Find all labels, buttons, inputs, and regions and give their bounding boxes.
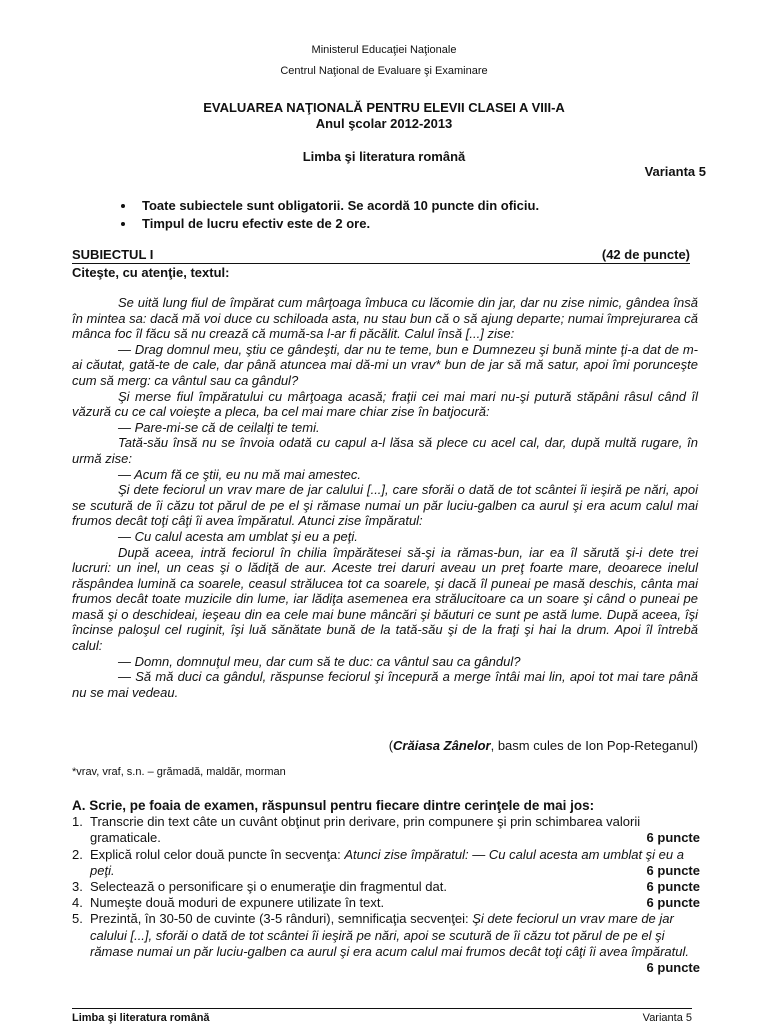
task-points: 6 puncte xyxy=(646,879,700,895)
task-points: 6 puncte xyxy=(646,830,700,846)
task-item xyxy=(72,911,700,976)
task-text: Transcrie din text câte un cuvânt obţinut prin derivare, prin compunere şi prin schimbarea valorii gramaticale. xyxy=(90,814,641,846)
task-item xyxy=(72,895,700,911)
ministry-name: Ministerul Educaţiei Naţionale xyxy=(311,44,457,56)
text-paragraph: Şi merse fiul împăratului cu mârţoaga acasă; fraţii cei mai mari nu-şi putură stăpâni râsul când îl văzură cu ce cal voieşte a pleca, ba cel mai mare chiar zise în batjocură: xyxy=(72,388,698,420)
source-suffix: , basm cules de Ion Pop-Reteganul) xyxy=(490,738,698,753)
text-paragraph: — Cu calul acesta am umblat şi eu a peţi. xyxy=(118,528,358,544)
task-quote: Atunci zise împăratul: — Cu calul acesta am umblat şi eu a peţi. xyxy=(90,846,684,878)
source-prefix: ( xyxy=(388,738,394,753)
section-header xyxy=(72,247,690,264)
exam-title-block xyxy=(70,100,698,132)
text-paragraph: După aceea, intră feciorul în chilia împărătesei să-şi ia rămas-bun, iar ea îl sărută şi-i dete trei lucruri: un inel, un ceas şi o lădiţă de aur. Aceste trei daruri aveau un preţ foarte mare, deoarece inelul răspândea lumină ca soarele, ceasul strălucea tot ca soarele, şi dacă îl puneai pe masă deschis, cânta mai frumos decât toate muzicile din lume, iar lădiţa asemenea era strălucitoare ca un soare şi când o puneai pe masă şi o deschideai, ieşeau din ea cele mai bune mâncări şi băuturi ce sunt pe astă lume. După aceea, îşi încinse paloşul cel ruginit, îşi luă sănătate bună de la tată-său şi de la fraţi şi hai la drum. Apoi îl întrebă calul: xyxy=(72,544,698,654)
footnote: *vrav, vraf, s.n. – grămadă, maldăr, morman xyxy=(72,766,286,778)
source-title: Crăiasa Zânelor xyxy=(393,738,491,753)
text-paragraph: — Drag domnul meu, ştiu ce gândeşti, dar nu te teme, bun e Dumnezeu şi bună minte ţi-a dat de m-ai căutat, gată-te de cale, dar până atuncea mai dă-mi un vrav* bun de jar să mă satur, apoi îmi porunceşte cum să merg: ca vântul sau ca gândul? xyxy=(72,341,698,388)
section-title: SUBIECTUL I xyxy=(72,247,154,262)
rule-item: • Toate subiectele sunt obligatorii. Se acordă 10 puncte din oficiu. xyxy=(136,197,539,215)
rules-list xyxy=(116,197,539,233)
section-points: (42 de puncte) xyxy=(601,247,690,262)
task-text: Numeşte două moduri de expunere utilizate în text. xyxy=(90,895,385,911)
subject-title: Limba şi literatura română xyxy=(302,149,466,164)
task-number: 2. xyxy=(72,846,83,862)
task-points: 6 puncte xyxy=(646,895,700,911)
text-paragraph: — Să mă duci ca gândul, răspunse feciorul şi începură a merge întâi mai lin, apoi tot mai tare până nu se mai vedeau. xyxy=(72,669,698,700)
text-paragraph: Tată-său însă nu se învoia odată cu capul a-l lăsa să plece cu acel cal, dar, după multă rugare, în urmă zise: xyxy=(72,435,698,466)
reading-instruction: Citeşte, cu atenţie, textul: xyxy=(72,265,230,280)
footer-variant: Varianta 5 xyxy=(642,1012,692,1024)
task-item xyxy=(72,847,700,879)
task-number: 4. xyxy=(72,895,83,911)
footer-subject: Limba şi literatura română xyxy=(72,1012,210,1024)
literary-text xyxy=(72,295,698,700)
part-a-heading: A. Scrie, pe foaia de examen, răspunsul pentru fiecare dintre cerinţele de mai jos: xyxy=(72,798,595,813)
exam-title: EVALUAREA NAŢIONALĂ PENTRU ELEVII CLASEI A VIII-A xyxy=(203,100,565,115)
center-name: Centrul Naţional de Evaluare şi Examinare xyxy=(280,65,488,77)
text-paragraph: Şi dete feciorul un vrav mare de jar calului [...], care sforăi o dată de tot scântei îi ieşiră pe nări, apoi se scutură de îi căzu tot părul de pe el şi rămase numai un păr luciu-galben ca aurul şi era acum calul mai frumos decât toţi câţi îi avea împăratul. Atunci zise împăratul: xyxy=(72,482,698,529)
page-footer xyxy=(72,1008,692,1024)
exam-page xyxy=(70,0,706,1024)
school-year: Anul şcolar 2012-2013 xyxy=(315,116,453,131)
task-text: Selectează o personificare şi o enumeraţie din fragmentul dat. xyxy=(90,879,447,895)
task-item xyxy=(72,814,700,846)
task-text: Explică rolul celor două puncte în secvenţa: xyxy=(90,846,345,862)
task-number: 3. xyxy=(72,879,83,895)
task-number: 1. xyxy=(72,814,83,830)
part-a-tasks xyxy=(72,798,700,976)
task-item xyxy=(72,879,700,895)
task-quote: Şi dete feciorul un vrav mare de jar calului [...], sforăi o dată de tot scântei îi ieşiră pe nări, apoi se scutură de îi căzu tot părul de pe el şi rămase numai un păr luciu-galben ca aurul şi era acum calul mai frumos decât toţi câţi îi avea împăratul. xyxy=(90,911,690,959)
variant-label: Varianta 5 xyxy=(644,164,706,179)
task-text: Prezintă, în 30-50 de cuvinte (3-5 rânduri), semnificaţia secvenţei: xyxy=(90,911,473,927)
text-paragraph: — Pare-mi-se că de ceilalţi te temi. xyxy=(118,419,320,435)
rule-item: • Timpul de lucru efectiv este de 2 ore. xyxy=(136,215,539,233)
text-paragraph: — Domn, domnuţul meu, dar cum să te duc: ca vântul sau ca gândul? xyxy=(118,653,521,669)
task-points: 6 puncte xyxy=(646,960,700,976)
task-number: 5. xyxy=(72,911,83,927)
task-points: 6 puncte xyxy=(646,862,700,878)
text-source xyxy=(389,738,698,753)
text-paragraph: Se uită lung fiul de împărat cum mârţoaga îmbuca cu lăcomie din jar, dar nu zise nimic, gândea însă în mintea sa: dacă mă voi duce cu schiloada asta, nu stau bun că o să ajung departe; numai împrejurarea că mânca foc îl făcu să nu crează că mumă-sa l-ar fi păcălit. Calul însă [...] zise: xyxy=(72,295,698,342)
text-paragraph: — Acum fă ce ştii, eu nu mă mai amestec. xyxy=(118,466,361,482)
